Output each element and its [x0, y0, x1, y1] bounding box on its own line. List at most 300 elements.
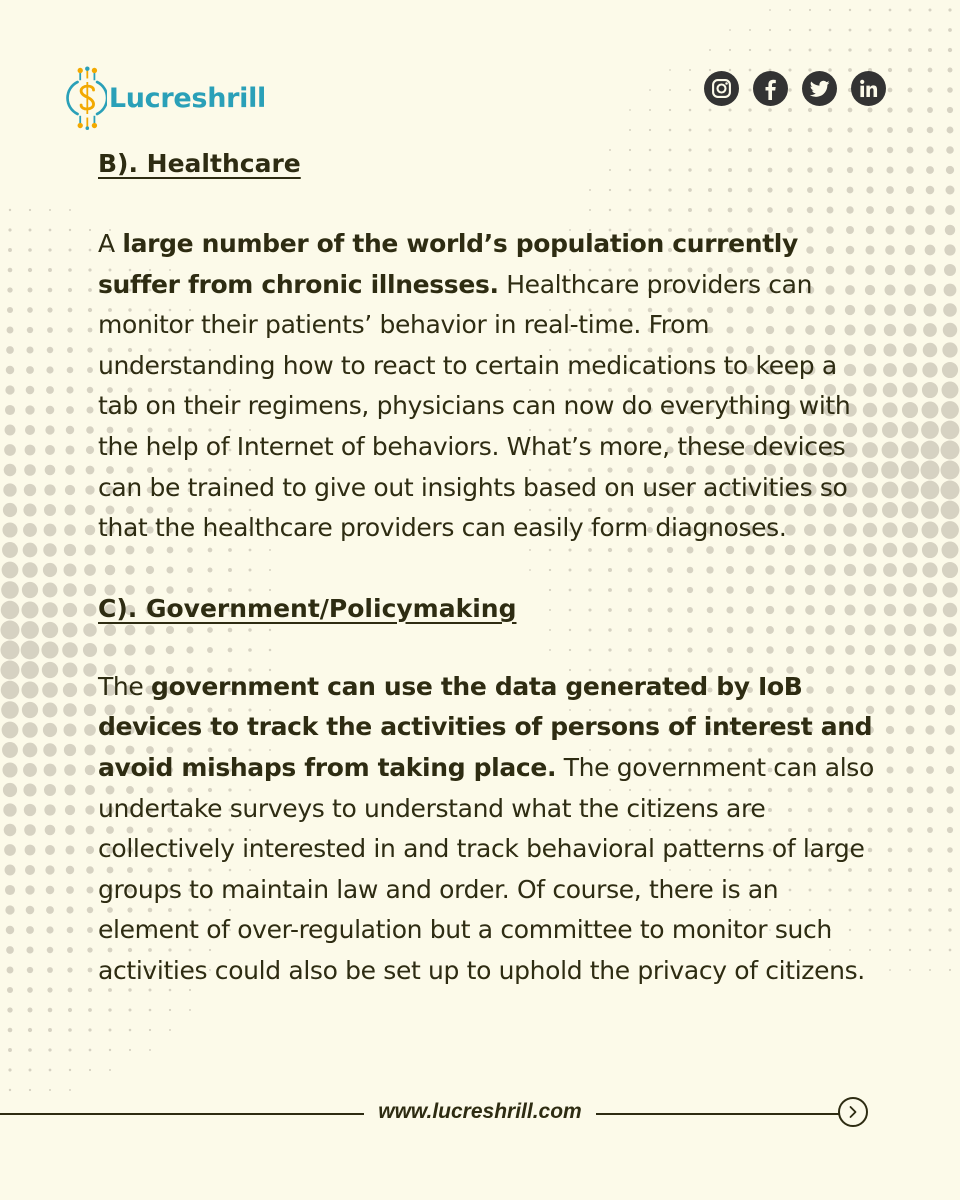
halftone-dot — [69, 249, 72, 252]
halftone-dot — [1, 641, 20, 660]
halftone-dot — [5, 865, 16, 876]
brand-logo[interactable] — [66, 62, 266, 134]
website-link[interactable]: www.lucreshrill.com — [378, 1100, 582, 1123]
halftone-dot — [64, 544, 76, 556]
halftone-dot — [23, 783, 36, 796]
halftone-dot — [87, 907, 93, 913]
halftone-dot — [884, 324, 896, 336]
brand-name: Lucreshrill — [108, 82, 266, 114]
halftone-dot — [66, 886, 74, 894]
social-links — [704, 71, 886, 106]
halftone-dot — [881, 461, 899, 479]
facebook-icon — [761, 78, 781, 100]
halftone-dot — [942, 562, 958, 578]
halftone-dot — [906, 726, 915, 735]
halftone-dot — [889, 949, 891, 951]
halftone-dot — [923, 323, 937, 337]
halftone-dot — [27, 987, 33, 993]
halftone-dot — [907, 787, 914, 794]
halftone-dot — [84, 724, 96, 736]
halftone-dot — [885, 285, 896, 296]
halftone-dot — [8, 268, 13, 273]
halftone-dot — [1, 601, 19, 619]
halftone-dot — [943, 603, 957, 617]
halftone-dot — [84, 544, 95, 555]
halftone-dot — [946, 766, 954, 774]
halftone-dot — [907, 807, 913, 813]
halftone-dot — [885, 265, 895, 275]
halftone-dot — [64, 764, 76, 776]
halftone-dot — [927, 827, 933, 833]
halftone-dot — [22, 702, 38, 718]
halftone-dot — [68, 1008, 72, 1012]
halftone-dot — [63, 663, 78, 678]
halftone-dot — [947, 807, 954, 814]
halftone-dot — [948, 908, 952, 912]
halftone-dot — [883, 543, 898, 558]
halftone-dot — [947, 827, 953, 833]
halftone-dot — [905, 265, 916, 276]
halftone-dot — [906, 206, 915, 215]
halftone-dot — [67, 367, 74, 374]
halftone-dot — [88, 968, 93, 973]
halftone-dot — [88, 1008, 92, 1012]
halftone-dot — [886, 766, 893, 773]
halftone-dot — [45, 845, 55, 855]
halftone-dot — [924, 624, 937, 637]
halftone-dot — [927, 807, 934, 814]
halftone-dot — [24, 464, 36, 476]
halftone-dot — [169, 1009, 171, 1011]
halftone-dot — [2, 762, 17, 777]
halftone-dot — [28, 248, 32, 252]
halftone-dot — [43, 703, 58, 718]
halftone-dot — [7, 1007, 12, 1012]
halftone-dot — [883, 363, 897, 377]
halftone-dot — [889, 929, 892, 932]
halftone-dot — [901, 441, 919, 459]
halftone-dot — [24, 824, 36, 836]
halftone-dot — [8, 1028, 13, 1033]
halftone-dot — [28, 1028, 32, 1032]
halftone-dot — [129, 1029, 132, 1032]
halftone-dot — [886, 706, 895, 715]
halftone-dot — [3, 783, 17, 797]
halftone-dot — [948, 928, 951, 931]
halftone-dot — [945, 225, 955, 235]
halftone-dot — [25, 445, 36, 456]
halftone-dot — [65, 505, 76, 516]
halftone-dot — [946, 786, 954, 794]
halftone-dot — [83, 663, 97, 677]
halftone-dot — [7, 967, 14, 974]
halftone-dot — [68, 1028, 72, 1032]
halftone-dot — [902, 422, 919, 439]
halftone-dot — [949, 949, 952, 952]
halftone-dot — [882, 402, 897, 417]
halftone-dot — [109, 1029, 112, 1032]
halftone-dot — [882, 422, 898, 438]
header — [0, 0, 960, 150]
halftone-dot — [928, 888, 932, 892]
halftone-dot — [84, 704, 96, 716]
halftone-dot — [67, 967, 72, 972]
halftone-dot — [22, 722, 37, 737]
halftone-dot — [922, 402, 939, 419]
halftone-dot — [9, 209, 11, 211]
halftone-dot — [84, 584, 96, 596]
halftone-dot — [944, 284, 957, 297]
halftone-dot — [23, 543, 38, 558]
halftone-dot — [906, 166, 913, 173]
halftone-dot — [946, 186, 955, 195]
halftone-dot — [924, 644, 936, 656]
halftone-dot — [926, 786, 933, 793]
paragraph-lead: A — [98, 229, 123, 258]
halftone-dot — [65, 465, 75, 475]
halftone-dot — [129, 1049, 131, 1051]
halftone-dot — [925, 685, 936, 696]
halftone-dot — [942, 382, 959, 399]
halftone-dot — [25, 885, 34, 894]
halftone-dot — [89, 1049, 92, 1052]
halftone-dot — [921, 461, 940, 480]
halftone-dot — [68, 308, 73, 313]
halftone-dot — [6, 346, 14, 354]
halftone-dot — [22, 562, 37, 577]
halftone-dot — [83, 643, 97, 657]
footer-divider-left — [0, 1113, 364, 1115]
halftone-dot — [44, 504, 56, 516]
halftone-dot — [8, 228, 11, 231]
halftone-dot — [908, 888, 912, 892]
halftone-dot — [902, 382, 917, 397]
halftone-dot — [883, 383, 898, 398]
halftone-dot — [7, 287, 12, 292]
halftone-dot — [63, 683, 77, 697]
linkedin-link[interactable] — [851, 71, 886, 106]
halftone-dot — [945, 705, 955, 715]
halftone-dot — [29, 229, 32, 232]
paragraph-lead: The — [98, 671, 152, 701]
halftone-dot — [85, 505, 95, 515]
halftone-dot — [921, 441, 940, 460]
halftone-dot — [3, 503, 17, 517]
halftone-dot — [24, 484, 36, 496]
halftone-dot — [8, 248, 12, 252]
halftone-dot — [883, 583, 896, 596]
halftone-dot — [87, 927, 93, 933]
paragraph-text: Healthcare providers can monitor their patients’ behavior in real-time. From understanding how to react to certain medications to keep a tab on their regimens, physicians can now do everything with the help of Internet of behaviors. What’s more, these devices can be trained to give out insights based on user activities so that the healthcare providers can easily form diagnoses. — [98, 269, 851, 543]
halftone-dot — [906, 766, 913, 773]
halftone-dot — [3, 483, 16, 496]
halftone-dot — [66, 386, 73, 393]
halftone-dot — [901, 461, 920, 480]
halftone-dot — [149, 1029, 151, 1031]
halftone-dot — [884, 604, 896, 616]
halftone-dot — [904, 644, 916, 656]
halftone-dot — [926, 766, 934, 774]
linkedin-icon — [859, 79, 878, 98]
halftone-dot — [7, 987, 13, 993]
paragraph-bold-text: government can use the data generated by IoB devices to track the activities of persons of interest and avoid mishaps from taking place. — [98, 671, 873, 782]
halftone-dot — [882, 482, 899, 499]
halftone-dot — [903, 563, 918, 578]
halftone-dot — [47, 307, 52, 312]
halftone-dot — [21, 681, 38, 698]
halftone-dot — [25, 845, 36, 856]
halftone-dot — [88, 988, 92, 992]
halftone-dot — [28, 268, 32, 272]
halftone-dot — [49, 1069, 52, 1072]
halftone-dot — [907, 827, 913, 833]
instagram-link[interactable] — [704, 71, 739, 106]
halftone-dot — [23, 763, 37, 777]
halftone-dot — [88, 288, 92, 292]
halftone-dot — [923, 583, 938, 598]
halftone-dot — [925, 205, 934, 214]
halftone-dot — [885, 685, 895, 695]
halftone-dot — [887, 787, 893, 793]
halftone-dot — [21, 621, 39, 639]
halftone-dot — [904, 624, 916, 636]
halftone-dot — [2, 742, 18, 758]
halftone-dot — [905, 705, 914, 714]
halftone-dot — [85, 525, 96, 536]
halftone-dot — [909, 929, 912, 932]
halftone-dot — [63, 603, 77, 617]
halftone-dot — [26, 946, 33, 953]
halftone-dot — [925, 245, 936, 256]
halftone-dot — [83, 623, 97, 637]
halftone-dot — [921, 501, 939, 519]
halftone-dot — [886, 226, 895, 235]
halftone-dot — [87, 387, 93, 393]
halftone-dot — [41, 641, 58, 658]
halftone-dot — [46, 386, 54, 394]
halftone-dot — [921, 421, 939, 439]
halftone-dot — [1, 581, 19, 599]
halftone-dot — [925, 725, 934, 734]
halftone-dot — [23, 743, 38, 758]
halftone-dot — [903, 583, 917, 597]
article-content — [98, 142, 878, 992]
halftone-dot — [86, 886, 93, 893]
halftone-dot — [85, 765, 96, 776]
halftone-dot — [889, 969, 891, 971]
halftone-dot — [928, 928, 931, 931]
next-slide-button[interactable] — [838, 1097, 868, 1127]
halftone-dot — [7, 307, 13, 313]
halftone-dot — [945, 205, 955, 215]
halftone-dot — [906, 746, 914, 754]
halftone-dot — [2, 722, 19, 739]
halftone-dot — [926, 166, 934, 174]
halftone-dot — [5, 385, 14, 394]
halftone-dot — [67, 327, 72, 332]
twitter-link[interactable] — [802, 71, 837, 106]
halftone-dot — [886, 166, 893, 173]
halftone-dot — [27, 307, 33, 313]
halftone-dot — [86, 866, 94, 874]
halftone-dot — [46, 906, 54, 914]
halftone-dot — [65, 485, 75, 495]
halftone-dot — [902, 522, 918, 538]
halftone-dot — [923, 603, 937, 617]
halftone-dot — [926, 746, 935, 755]
halftone-dot — [67, 927, 74, 934]
halftone-dot — [68, 288, 72, 292]
halftone-dot — [944, 244, 955, 255]
halftone-dot — [47, 947, 54, 954]
halftone-dot — [66, 426, 74, 434]
halftone-dot — [949, 969, 951, 971]
halftone-dot — [85, 805, 94, 814]
halftone-dot — [89, 229, 91, 231]
halftone-dot — [28, 288, 33, 293]
halftone-dot — [29, 1069, 32, 1072]
halftone-dot — [922, 522, 939, 539]
halftone-dot — [928, 868, 933, 873]
halftone-dot — [928, 908, 932, 912]
halftone-dot — [929, 969, 931, 971]
halftone-dot — [21, 601, 38, 618]
halftone-dot — [43, 743, 56, 756]
halftone-dot — [2, 562, 19, 579]
halftone-dot — [46, 886, 55, 895]
halftone-dot — [941, 421, 960, 440]
halftone-dot — [63, 623, 78, 638]
halftone-dot — [1, 621, 20, 640]
halftone-dot — [46, 366, 53, 373]
halftone-dot — [6, 926, 14, 934]
facebook-link[interactable] — [753, 71, 788, 106]
halftone-dot — [49, 229, 52, 232]
halftone-dot — [5, 405, 15, 415]
halftone-dot — [26, 366, 34, 374]
halftone-dot — [2, 522, 17, 537]
halftone-dot — [69, 209, 71, 211]
halftone-dot — [904, 284, 916, 296]
halftone-dot — [43, 583, 58, 598]
paragraph-bold-text: large number of the world’s population currently suffer from chronic illnesses. — [98, 229, 798, 299]
halftone-dot — [48, 248, 51, 251]
halftone-dot — [944, 664, 956, 676]
halftone-dot — [44, 484, 55, 495]
halftone-dot — [922, 542, 938, 558]
halftone-dot — [88, 268, 91, 271]
halftone-dot — [149, 1049, 151, 1051]
halftone-dot — [44, 524, 57, 537]
halftone-dot — [943, 623, 957, 637]
halftone-dot — [42, 622, 58, 638]
halftone-dot — [9, 1089, 11, 1091]
halftone-dot — [882, 522, 897, 537]
section-paragraph-government — [98, 667, 878, 992]
halftone-dot — [884, 624, 896, 636]
halftone-dot — [5, 885, 15, 895]
halftone-dot — [924, 264, 935, 275]
halftone-dot — [905, 245, 915, 255]
halftone-dot — [921, 481, 940, 500]
halftone-dot — [48, 1008, 53, 1013]
halftone-dot — [65, 825, 75, 835]
halftone-dot — [21, 641, 40, 660]
halftone-dot — [43, 543, 56, 556]
halftone-dot — [943, 323, 957, 337]
halftone-dot — [109, 1049, 111, 1051]
halftone-dot — [129, 1009, 132, 1012]
halftone-dot — [908, 868, 912, 872]
halftone-dot — [84, 684, 97, 697]
halftone-dot — [25, 405, 34, 414]
halftone-dot — [48, 288, 53, 293]
halftone-dot — [942, 362, 958, 378]
halftone-dot — [885, 245, 895, 255]
halftone-dot — [45, 865, 54, 874]
section-heading-healthcare: B). Healthcare — [98, 149, 301, 178]
halftone-dot — [886, 726, 894, 734]
halftone-dot — [902, 502, 919, 519]
halftone-dot — [4, 824, 17, 837]
halftone-dot — [4, 844, 16, 856]
halftone-dot — [8, 1068, 11, 1071]
halftone-dot — [86, 466, 95, 475]
halftone-dot — [1, 701, 19, 719]
halftone-dot — [26, 906, 35, 915]
halftone-dot — [924, 664, 935, 675]
halftone-dot — [922, 362, 937, 377]
halftone-dot — [948, 888, 952, 892]
halftone-dot — [4, 444, 16, 456]
halftone-dot — [942, 582, 957, 597]
halftone-dot — [26, 386, 35, 395]
halftone-dot — [64, 524, 76, 536]
halftone-dot — [49, 1089, 51, 1091]
halftone-dot — [908, 908, 911, 911]
halftone-dot — [45, 465, 56, 476]
halftone-dot — [49, 209, 51, 211]
twitter-icon — [810, 80, 830, 98]
section-heading-government: C). Government/Policymaking — [98, 593, 517, 623]
halftone-dot — [85, 485, 94, 494]
halftone-dot — [86, 406, 93, 413]
halftone-dot — [5, 905, 14, 914]
halftone-dot — [946, 746, 955, 755]
halftone-dot — [67, 947, 73, 953]
halftone-dot — [189, 1009, 191, 1011]
halftone-dot — [43, 563, 57, 577]
halftone-dot — [44, 764, 57, 777]
halftone-dot — [7, 327, 14, 334]
dollar-circuit-logo-icon — [66, 62, 107, 134]
halftone-dot — [941, 401, 959, 419]
halftone-dot — [943, 303, 957, 317]
halftone-dot — [64, 724, 77, 737]
halftone-dot — [5, 425, 16, 436]
halftone-dot — [905, 665, 916, 676]
halftone-dot — [69, 1089, 71, 1091]
halftone-dot — [86, 426, 94, 434]
halftone-dot — [941, 461, 960, 480]
halftone-dot — [44, 784, 56, 796]
halftone-dot — [86, 826, 95, 835]
halftone-dot — [941, 481, 960, 500]
halftone-dot — [909, 949, 911, 951]
halftone-dot — [24, 804, 36, 816]
halftone-dot — [948, 868, 953, 873]
halftone-dot — [48, 268, 52, 272]
